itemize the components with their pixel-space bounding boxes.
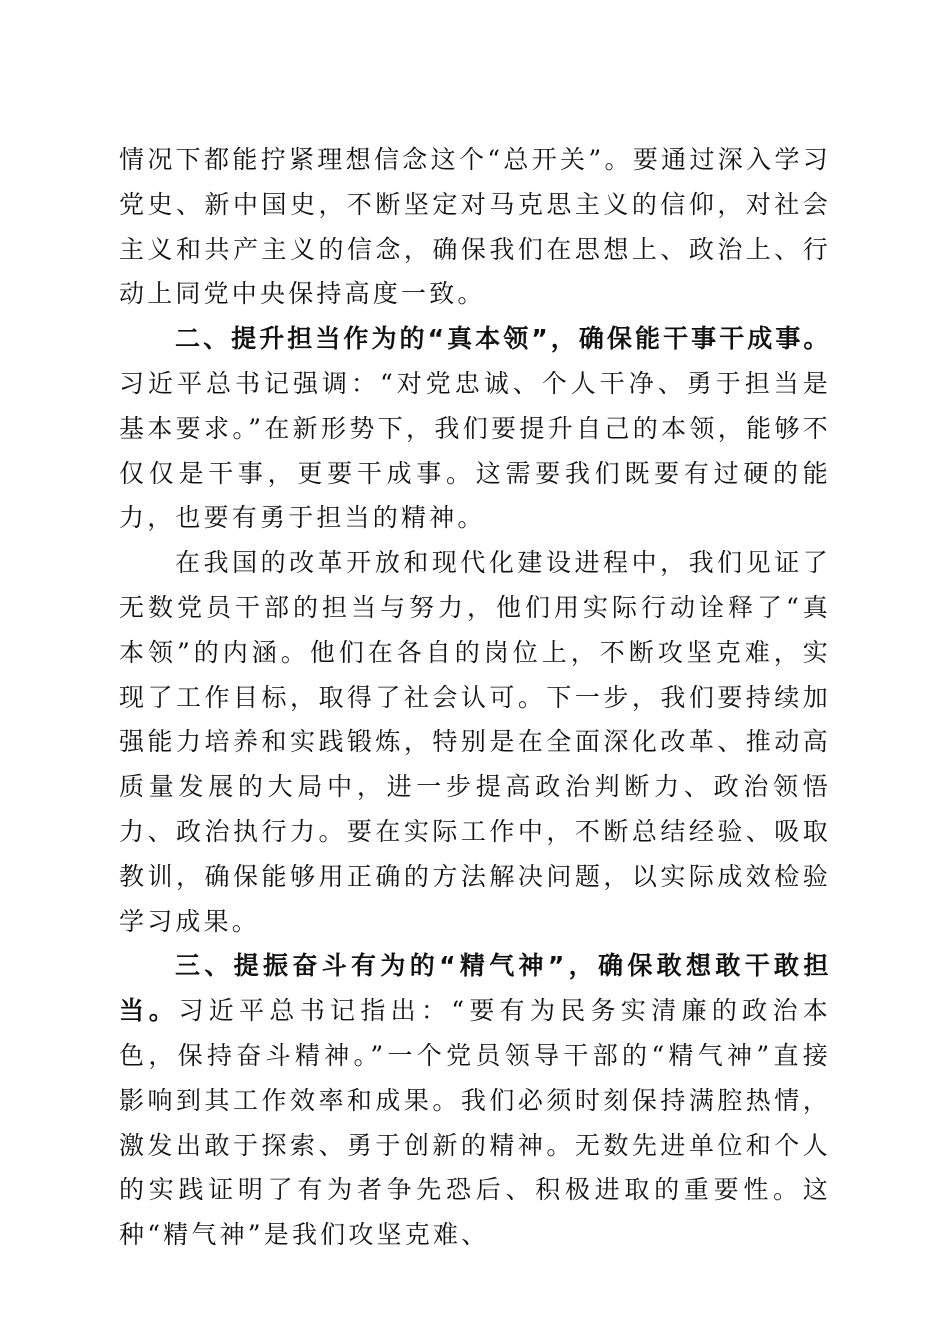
paragraph-section-two (119, 317, 831, 541)
paragraph-text: 在我国的改革开放和现代化建设进程中，我们见证了无数党员干部的担当与努力，他们用实际行动诠释了“真本领”的内涵。他们在各自的岗位上，不断攻坚克难，实现了工作目标，取得了社会认可。下一步，我们要持续加强能力培养和实践锻炼，特别是在全面深化改革、推动高质量发展的大局中，进一步提高政治判断力、政治领悟力、政治执行力。要在实际工作中，不断总结经验、吸取教训，确保能够用正确的方法解决问题，以实际成效检验学习成果。 (119, 548, 831, 936)
paragraph-text: 情况下都能拧紧理想信念这个“总开关”。要通过深入学习党史、新中国史，不断坚定对马克思主义的信仰，对社会主义和共产主义的信念，确保我们在思想上、政治上、行动上同党中央保持高度一致。 (119, 145, 831, 309)
paragraph-continuation (119, 138, 831, 317)
section-heading-three: 三、提振奋斗有为的“精气神”，确保敢想敢干敢担当。 (119, 951, 831, 1026)
section-heading-two: 二、提升担当作为的“真本领”，确保能干事干成事。 (175, 324, 831, 354)
document-body (119, 138, 831, 1258)
paragraph-text: 习近平总书记指出：“要有为民务实清廉的政治本色，保持奋斗精神。”一个党员领导干部的“精气神”直接影响到其工作效率和成果。我们必须时刻保持满腔热情，激发出敢于探索、勇于创新的精神。无数先进单位和个人的实践证明了有为者争先恐后、积极进取的重要性。这种“精气神”是我们攻坚克难、 (119, 996, 832, 1250)
paragraph-section-three (119, 944, 831, 1258)
paragraph-body (119, 541, 831, 944)
paragraph-text: 习近平总书记强调：“对党忠诚、个人干净、勇于担当是基本要求。”在新形势下，我们要提升自己的本领，能够不仅仅是干事，更要干成事。这需要我们既要有过硬的能力，也要有勇于担当的精神。 (119, 368, 831, 533)
